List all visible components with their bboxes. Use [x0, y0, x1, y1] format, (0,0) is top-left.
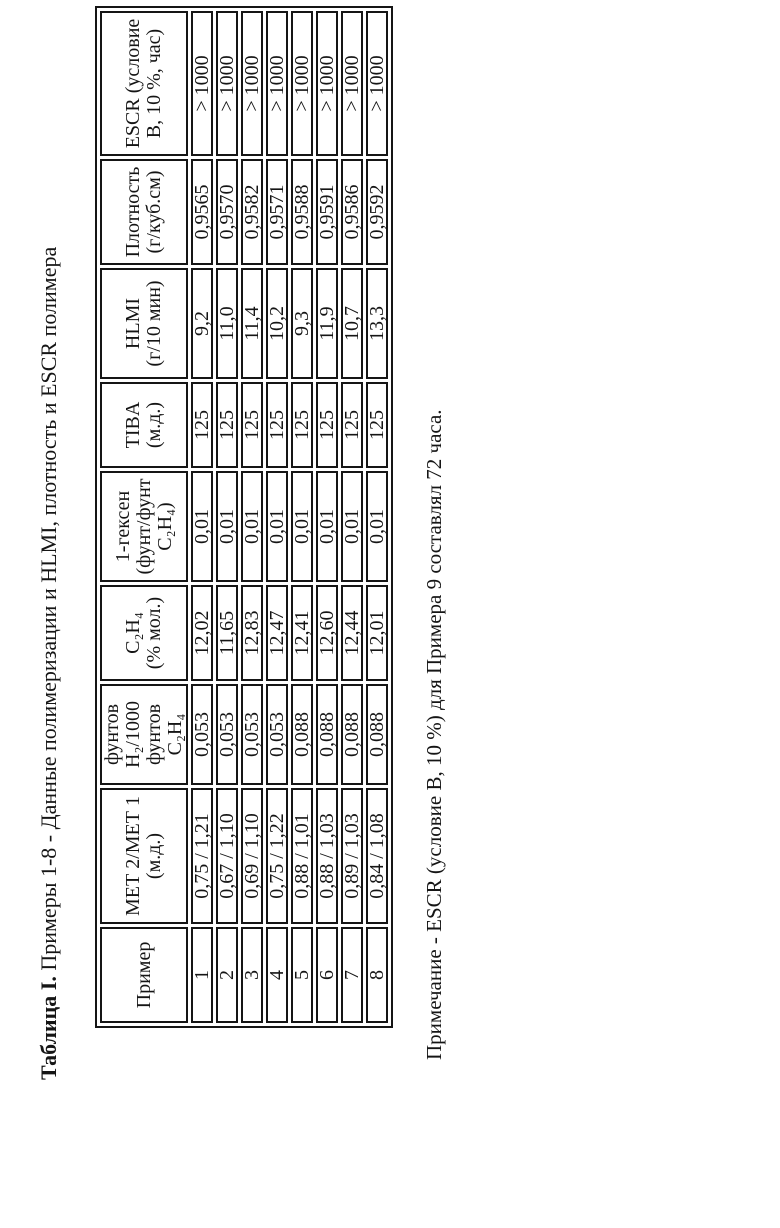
table-cell: 0,9588 — [291, 159, 313, 265]
column-header-hlmi: HLMI (г/10 мин) — [100, 268, 188, 379]
table-cell: 125 — [341, 382, 363, 468]
table-row — [266, 11, 288, 1023]
column-header-example: Пример — [100, 927, 188, 1023]
table-cell: 12,41 — [291, 585, 313, 681]
table-title-label: Таблица I. — [36, 976, 61, 1080]
table-cell: 10,7 — [341, 268, 363, 379]
table-row — [341, 11, 363, 1023]
table-cell: 125 — [266, 382, 288, 468]
column-header-density: Плотность (г/куб.см) — [100, 159, 188, 265]
table-cell: 125 — [216, 382, 238, 468]
table-cell: 0,75 / 1,21 — [191, 788, 213, 924]
table-title-text: Примеры 1-8 - Данные полимеризации и HLMI, плотность и ESCR полимера — [36, 246, 61, 977]
table-cell: 11,65 — [216, 585, 238, 681]
table-cell: 11,0 — [216, 268, 238, 379]
table-cell: 12,44 — [341, 585, 363, 681]
table-cell: 0,01 — [241, 471, 263, 582]
table-cell: 12,47 — [266, 585, 288, 681]
table-cell: > 1000 — [216, 11, 238, 156]
table-cell: 125 — [366, 382, 388, 468]
table-cell: 0,053 — [216, 684, 238, 785]
table-cell: 12,01 — [366, 585, 388, 681]
table-cell: > 1000 — [191, 11, 213, 156]
rotated-document-block — [36, 0, 456, 1080]
column-header-tiba: TIBA (м.д.) — [100, 382, 188, 468]
table-title — [36, 0, 62, 1080]
table-cell: 0,9591 — [316, 159, 338, 265]
table-cell: 0,75 / 1,22 — [266, 788, 288, 924]
table-cell: 0,088 — [316, 684, 338, 785]
column-header-escr: ESCR (условие B, 10 %, час) — [100, 11, 188, 156]
table-cell: 0,84 / 1,08 — [366, 788, 388, 924]
table-cell: > 1000 — [266, 11, 288, 156]
table-cell: 0,01 — [316, 471, 338, 582]
table-cell: 0,88 / 1,01 — [291, 788, 313, 924]
table-row — [216, 11, 238, 1023]
table-cell: 12,60 — [316, 585, 338, 681]
table-cell: 2 — [216, 927, 238, 1023]
table-cell: 0,053 — [191, 684, 213, 785]
table-cell: 0,01 — [291, 471, 313, 582]
table-cell: 0,9565 — [191, 159, 213, 265]
table-cell: 0,053 — [241, 684, 263, 785]
table-row — [316, 11, 338, 1023]
table-cell: 10,2 — [266, 268, 288, 379]
table-header-row — [100, 11, 188, 1023]
table-cell: 0,088 — [366, 684, 388, 785]
table-cell: 0,01 — [216, 471, 238, 582]
table-cell: 11,4 — [241, 268, 263, 379]
table-cell: 12,83 — [241, 585, 263, 681]
table-cell: > 1000 — [241, 11, 263, 156]
table-cell: 125 — [291, 382, 313, 468]
table-cell: 8 — [366, 927, 388, 1023]
table-cell: > 1000 — [341, 11, 363, 156]
table-cell: 0,9570 — [216, 159, 238, 265]
table-cell: 9,2 — [191, 268, 213, 379]
table-cell: > 1000 — [291, 11, 313, 156]
table-cell: 3 — [241, 927, 263, 1023]
column-header-met2-met1: МЕТ 2/МЕТ 1 (м.д.) — [100, 788, 188, 924]
table-cell: 125 — [316, 382, 338, 468]
table-cell: 0,01 — [266, 471, 288, 582]
table-cell: 0,088 — [291, 684, 313, 785]
table-cell: 13,3 — [366, 268, 388, 379]
table-row — [191, 11, 213, 1023]
table-cell: 0,9586 — [341, 159, 363, 265]
table-cell: 0,67 / 1,10 — [216, 788, 238, 924]
table-cell: 5 — [291, 927, 313, 1023]
table-row — [291, 11, 313, 1023]
table-row — [241, 11, 263, 1023]
column-header-c2h4: C₂H₄ (% мол.) — [100, 585, 188, 681]
polymer-data-table — [95, 6, 393, 1028]
table-cell: 0,9582 — [241, 159, 263, 265]
table-cell: 0,69 / 1,10 — [241, 788, 263, 924]
table-row — [366, 11, 388, 1023]
table-cell: > 1000 — [316, 11, 338, 156]
column-header-1-hexene: 1-гексен (фунт/фунт C₂H₄) — [100, 471, 188, 582]
table-cell: 0,01 — [341, 471, 363, 582]
table-cell: 0,01 — [366, 471, 388, 582]
table-cell: 6 — [316, 927, 338, 1023]
table-cell: 0,088 — [341, 684, 363, 785]
column-header-h2-per-1000: фунтов H₂/1000 фунтов C₂H₄ — [100, 684, 188, 785]
table-cell: 0,053 — [266, 684, 288, 785]
table-cell: 1 — [191, 927, 213, 1023]
table-cell: 4 — [266, 927, 288, 1023]
table-cell: 0,9592 — [366, 159, 388, 265]
table-cell: 0,9571 — [266, 159, 288, 265]
table-cell: 125 — [191, 382, 213, 468]
table-cell: 11,9 — [316, 268, 338, 379]
table-cell: 0,89 / 1,03 — [341, 788, 363, 924]
table-footnote: Примечание - ESCR (условие B, 10 %) для Примера 9 составлял 72 часа. — [422, 409, 446, 1060]
table-cell: 125 — [241, 382, 263, 468]
table-cell: 0,01 — [191, 471, 213, 582]
table-cell: 7 — [341, 927, 363, 1023]
table-cell: 9,3 — [291, 268, 313, 379]
table-cell: > 1000 — [366, 11, 388, 156]
table-cell: 0,88 / 1,03 — [316, 788, 338, 924]
table-cell: 12,02 — [191, 585, 213, 681]
